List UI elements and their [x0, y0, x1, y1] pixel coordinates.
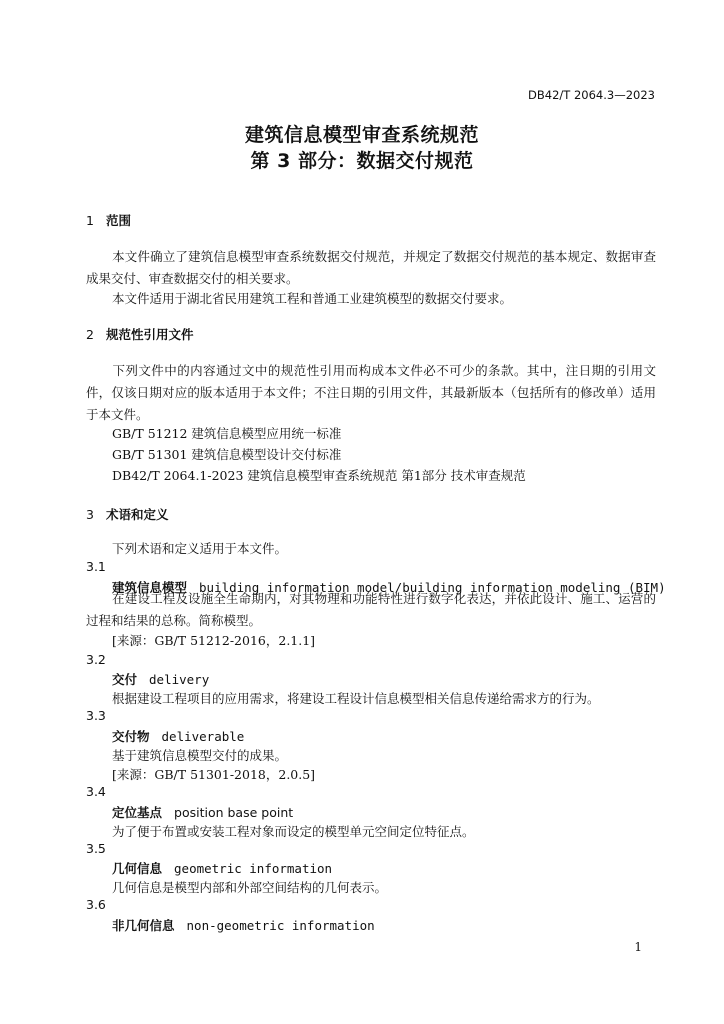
term-source: [来源：GB/T 51212-2016，2.1.1]	[112, 633, 316, 648]
section-title: 规范性引用文件	[106, 327, 194, 342]
paragraph	[86, 246, 656, 290]
term-number: 3.1	[86, 559, 106, 574]
term-entry	[112, 670, 209, 688]
term-entry	[112, 916, 375, 934]
term-zh: 定位基点	[112, 805, 163, 820]
term-en: delivery	[149, 672, 210, 687]
section-1-heading	[86, 211, 131, 229]
term-zh: 交付物	[112, 729, 150, 744]
section-title: 术语和定义	[106, 507, 169, 522]
paragraph	[86, 360, 656, 426]
term-entry	[112, 803, 293, 821]
term-number: 3.6	[86, 897, 106, 912]
reference-item: GB/T 51212 建筑信息模型应用统一标准	[112, 426, 342, 441]
reference-item: GB/T 51301 建筑信息模型设计交付标准	[112, 447, 342, 462]
section-number: 1	[86, 213, 94, 228]
term-number: 3.3	[86, 708, 106, 723]
section-number: 2	[86, 327, 94, 342]
paragraph	[86, 288, 656, 310]
section-2-heading	[86, 325, 194, 343]
page-number: 1	[634, 940, 642, 954]
term-definition: 几何信息是模型内部和外部空间结构的几何表示。	[112, 880, 388, 895]
document-subtitle: 第 3 部分：数据交付规范	[250, 150, 474, 172]
term-zh: 交付	[112, 672, 138, 687]
section-title: 范围	[106, 213, 132, 228]
term-entry	[112, 859, 332, 877]
term-en: geometric information	[174, 861, 333, 876]
term-number: 3.5	[86, 841, 106, 856]
term-number: 3.2	[86, 652, 106, 667]
term-definition: 基于建筑信息模型交付的成果。	[112, 748, 288, 763]
paragraph: 下列术语和定义适用于本文件。	[112, 541, 288, 556]
term-en: non-geometric information	[186, 918, 375, 933]
paragraph-text: 本文件确立了建筑信息模型审查系统数据交付规范，并规定了数据交付规范的基本规定、数据审查成果交付、审查数据交付的相关要求。	[86, 249, 656, 286]
term-definition: 为了便于布置或安装工程对象而设定的模型单元空间定位特征点。	[112, 824, 475, 839]
section-3-heading	[86, 505, 169, 523]
term-zh: 几何信息	[112, 861, 163, 876]
term-en: position base point	[174, 805, 294, 820]
term-entry	[112, 727, 244, 745]
paragraph-text: 下列文件中的内容通过文中的规范性引用而构成本文件必不可少的条款。其中，注日期的引用文件，仅该日期对应的版本适用于本文件；不注日期的引用文件，其最新版本（包括所有的修改单）适用于本文件。	[86, 363, 656, 422]
section-number: 3	[86, 507, 94, 522]
standard-code: DB42/T 2064.3—2023	[528, 88, 655, 102]
term-definition: 根据建设工程项目的应用需求，将建设工程设计信息模型相关信息传递给需求方的行为。	[112, 691, 600, 706]
term-number: 3.4	[86, 784, 106, 799]
reference-item: DB42/T 2064.1-2023 建筑信息模型审查系统规范 第1部分 技术审查规范	[112, 468, 526, 483]
paragraph-text: 本文件适用于湖北省民用建筑工程和普通工业建筑模型的数据交付要求。	[112, 291, 513, 306]
term-en: building information model/building information modeling (BIM)	[199, 580, 666, 595]
term-source: [来源：GB/T 51301-2018，2.0.5]	[112, 767, 316, 782]
document-title: 建筑信息模型审查系统规范	[244, 124, 479, 146]
term-definition	[86, 588, 656, 632]
definition-text: 在建设工程及设施全生命期内，对其物理和功能特性进行数字化表达，并依此设计、施工、运营的过程和结果的总称。简称模型。	[86, 591, 656, 628]
term-zh: 建筑信息模型	[112, 580, 188, 595]
term-en: deliverable	[161, 729, 245, 744]
term-zh: 非几何信息	[112, 918, 175, 933]
